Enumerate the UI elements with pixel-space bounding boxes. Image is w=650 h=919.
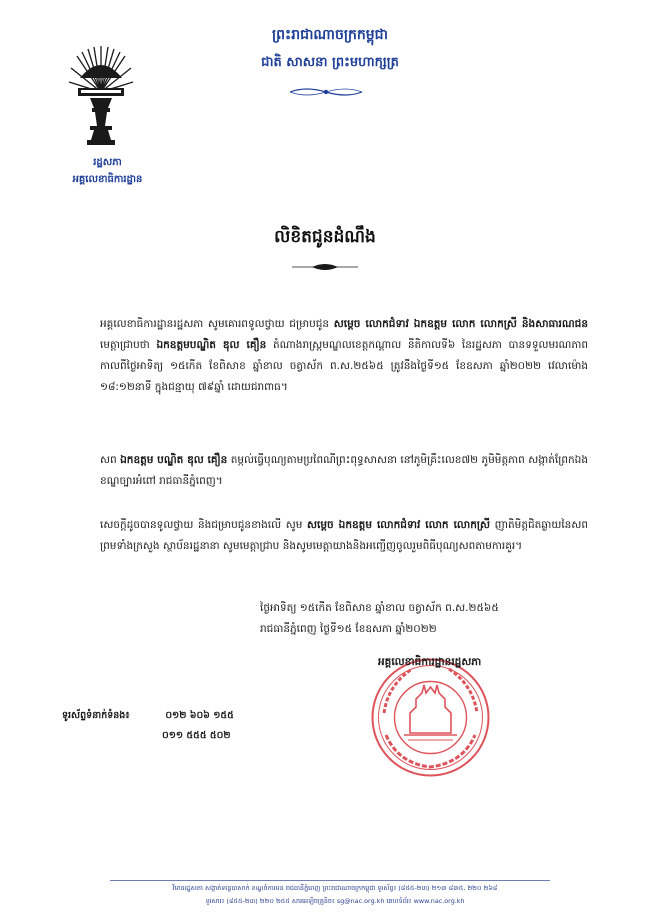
p3-honorific: សម្តេច ឯកឧត្តម លោកជំទាវ លោក លោកស្រី — [307, 519, 491, 531]
footer-fax-line: ទូរសារ៖ (៨៥៥-២៣) ២២០ ២៥៥ សារអេឡិចត្រូនិច៖ — [205, 897, 335, 905]
contact-info — [62, 706, 302, 746]
p2-deceased-name: ឯកឧត្តម បណ្ឌិត ឌុល គឿន — [120, 454, 228, 466]
paragraph-announcement — [100, 314, 588, 398]
department-name: អគ្គលេខាធិការដ្ឋាន — [72, 174, 143, 185]
motto-divider-ornament — [286, 86, 366, 98]
footer-email-link[interactable]: sg@nac.org.kh — [336, 897, 385, 905]
lunar-date: ថ្ងៃអាទិត្យ ១៥កើត ខែពិសាខ ឆ្នាំខាល ចត្វាស័ក ព.ស.២៥៦៥ — [260, 602, 499, 614]
p1-intro: អគ្គលេខាធិការដ្ឋានរដ្ឋសភា សូមគោរពទូលថ្វាយ ជម្រាបជូន — [100, 318, 330, 330]
official-seal-stamp-icon — [368, 655, 493, 780]
footer-address-line: វិមានរដ្ឋសភា សង្កាត់ទន្លេបាសាក់ ខណ្ឌចំការមន រាជធានីភ្នំពេញ ព្រះរាជាណាចក្រកម្ពុជា ទូរស័ព្ទ៖ (៨៥៥-២៣) ២១៣ ៨៣៥, ២២០ ២៦៨ — [172, 884, 498, 892]
p2-details: តម្កល់ធ្វើបុណ្យតាមប្រពៃណីព្រះពុទ្ធសាសនា នៅភូមិគ្រឹះលេខ៧២ ភូមិមិត្តភាព សង្កាត់ព្រែកឯង ខណ្ឌច្បារអំពៅ រាជធានីភ្នំពេញ។ — [100, 454, 588, 487]
national-motto: ជាតិ សាសនា ព្រះមហាក្សត្រ — [261, 55, 399, 70]
p1-details: តំណាងរាស្ត្រមណ្ឌលខេត្តកណ្តាល នីតិកាលទី៦ នៃរដ្ឋសភា បានទទួលមរណភាព កាលពីថ្ងៃអាទិត្យ ១៥កើត ខែពិសាខ ឆ្នាំខាល ចត្វាស័ក ព.ស.២៥៦៥ ត្រូវនឹងថ្ងៃទី១៥ ខែឧសភា ឆ្នាំ២០២២ វេលាម៉ោង ១៨:១២នាទី ក្នុងជន្មាយុ ៧៩ឆ្នាំ ដោយជរាពាធ។ — [100, 339, 589, 393]
p1-middle: មេត្តាជ្រាបថា — [100, 339, 150, 351]
contact-phone-2: ០១១ ៥៥៥ ៥០២ — [162, 730, 231, 741]
footer-divider — [110, 880, 550, 881]
sender-organization — [40, 154, 175, 188]
contact-label: ទូរស័ព្ទទំនាក់ទំនង៖ — [62, 710, 130, 721]
kingdom-heading: ព្រះរាជាណាចក្រកម្ពុជា — [271, 27, 388, 43]
title-divider-ornament — [290, 262, 360, 272]
national-assembly-emblem-icon — [68, 42, 134, 152]
date-block — [260, 598, 600, 640]
footer-address — [100, 882, 570, 908]
solar-date: រាជធានីភ្នំពេញ ថ្ងៃទី១៥ ខែឧសភា ឆ្នាំ២០២២ — [260, 623, 437, 635]
footer-website-label: គេហទំព័រ៖ — [386, 897, 412, 905]
p1-honorific: សម្តេច លោកជំទាវ ឯកឧត្តម លោក លោកស្រី និងសាធារណជន — [333, 318, 588, 330]
paragraph-invitation — [100, 515, 588, 557]
institution-name: រដ្ឋសភា — [93, 157, 122, 168]
p3-details: ញាតិមិត្តជិតឆ្ងាយនៃសព ព្រមទាំងក្រសួង ស្ថាប័នរដ្ឋនានា សូមមេត្តាជ្រាប និងសូមមេត្តាយាងនិងអញ្ជើញចូលរួមពិធីបុណ្យសពតាមការគួរ។ — [100, 519, 588, 552]
signatory-name: អគ្គលេខាធិការដ្ឋានរដ្ឋសភា — [378, 656, 482, 668]
document-title: លិខិតជូនដំណឹង — [274, 227, 376, 247]
contact-phone-1: ០១២ ៦០៦ ១៥៥ — [165, 710, 234, 721]
footer-website-link[interactable]: www.nac.org.kh — [413, 897, 465, 905]
p2-lead: សព — [100, 454, 117, 466]
p3-lead: សេចក្តីដូចបានទូលថ្វាយ និងជម្រាបជូនខាងលើ សូម — [100, 519, 303, 531]
paragraph-funeral-location — [100, 450, 588, 492]
p1-deceased-name: ឯកឧត្តមបណ្ឌិត ឌុល គឿន — [156, 339, 267, 351]
